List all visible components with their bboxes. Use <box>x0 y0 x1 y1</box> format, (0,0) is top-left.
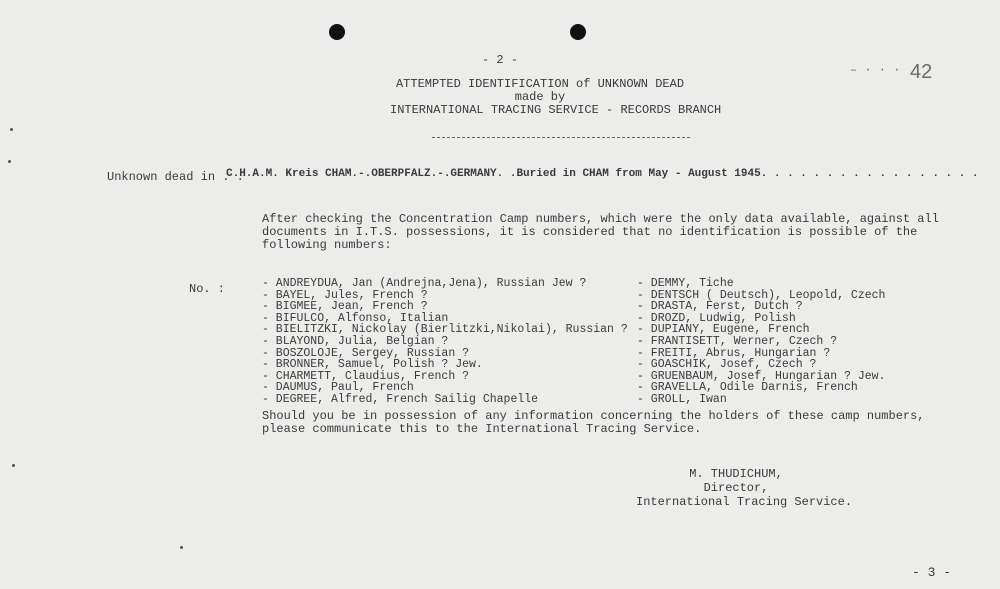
location-prefix: Unknown dead in . . <box>107 170 244 184</box>
list-item: - GRAVELLA, Odile Darnis, French <box>637 381 858 395</box>
margin-speck <box>10 128 13 131</box>
closing-line-2: please communicate this to the International Tracing Service. <box>262 422 702 436</box>
page-number: - 2 - <box>481 53 518 67</box>
list-item: - DROZD, Ludwig, Polish <box>637 311 796 325</box>
intro-line-1: After checking the Concentration Camp numbers, which were the only data available, against all <box>262 212 939 226</box>
list-item: - BIELITZKI, Nickolay (Bierlitzki,Nikolai), Russian ? <box>262 323 628 337</box>
list-item: - DAUMUS, Paul, French <box>262 381 414 395</box>
closing-line-1: Should you be in possession of any information concerning the holders of these camp numbers, <box>262 409 925 423</box>
footer-page-number: - 3 - <box>912 565 952 580</box>
list-item: - DUPIANY, Eugene, French <box>637 323 810 337</box>
list-item: - BLAYOND, Julia, Belgian ? <box>262 334 449 348</box>
list-item: - BRONNER, Samuel, Polish ? Jew. <box>262 358 483 372</box>
list-item: - GOASCHIK, Josef, Czech ? <box>637 358 817 372</box>
list-item: - BIFULCO, Alfonso, Italian <box>262 311 449 325</box>
list-item: - FREITI, Abrus, Hungarian ? <box>637 346 831 360</box>
margin-speck <box>12 464 15 467</box>
list-item: - BOSZOLOJE, Sergey, Russian ? <box>262 346 470 360</box>
signature-name: M. THUDICHUM, <box>689 467 783 481</box>
list-item: - DEGREE, Alfred, French Sailig Chapelle <box>262 392 539 406</box>
list-item: - BAYEL, Jules, French ? <box>262 288 428 302</box>
archive-number: 42 <box>910 61 933 83</box>
document-title: ATTEMPTED IDENTIFICATION of UNKNOWN DEAD <box>395 77 685 91</box>
signature-role: Director, <box>703 481 769 495</box>
list-item: - DENTSCH ( Deutsch), Leopold, Czech <box>637 288 886 302</box>
punch-hole-right <box>570 24 586 40</box>
list-item: - DRASTA, Ferst, Dutch ? <box>637 300 803 314</box>
issuing-org: INTERNATIONAL TRACING SERVICE - RECORDS BRANCH <box>390 103 722 117</box>
intro-line-2: documents in I.T.S. possessions, it is considered that no identification is possible of the <box>262 225 918 239</box>
made-by: made by <box>514 90 566 104</box>
archive-mark: – · · · <box>850 63 901 77</box>
list-item: - GRUENBAUM, Josef, Hungarian ? Jew. <box>637 369 886 383</box>
list-item: - FRANTISETT, Werner, Czech ? <box>637 334 838 348</box>
list-item: - ANDREYDUA, Jan (Andrejna,Jena), Russian Jew ? <box>262 277 587 290</box>
intro-line-3: following numbers: <box>262 238 392 252</box>
margin-speck <box>180 546 183 549</box>
signature-org: International Tracing Service. <box>636 495 853 509</box>
list-item: - BIGMEE, Jean, French ? <box>262 300 428 314</box>
list-item: - DEMMY, Tiche <box>637 277 734 290</box>
margin-speck <box>8 160 11 163</box>
names-list-right <box>637 278 887 406</box>
location-text: C.H.A.M. Kreis CHAM.-.OBERPFALZ.-.GERMANY. .Buried in CHAM from May - August 1945. . . . . . . . . . . . . . . . . <box>226 168 979 180</box>
list-item: - CHARMETT, Claudius, French ? <box>262 369 470 383</box>
no-label: No. : <box>189 282 226 296</box>
list-item: - GROLL, Iwan <box>637 392 727 406</box>
punch-hole-left <box>329 24 345 40</box>
header-divider <box>432 137 690 138</box>
names-list-left <box>262 277 628 406</box>
